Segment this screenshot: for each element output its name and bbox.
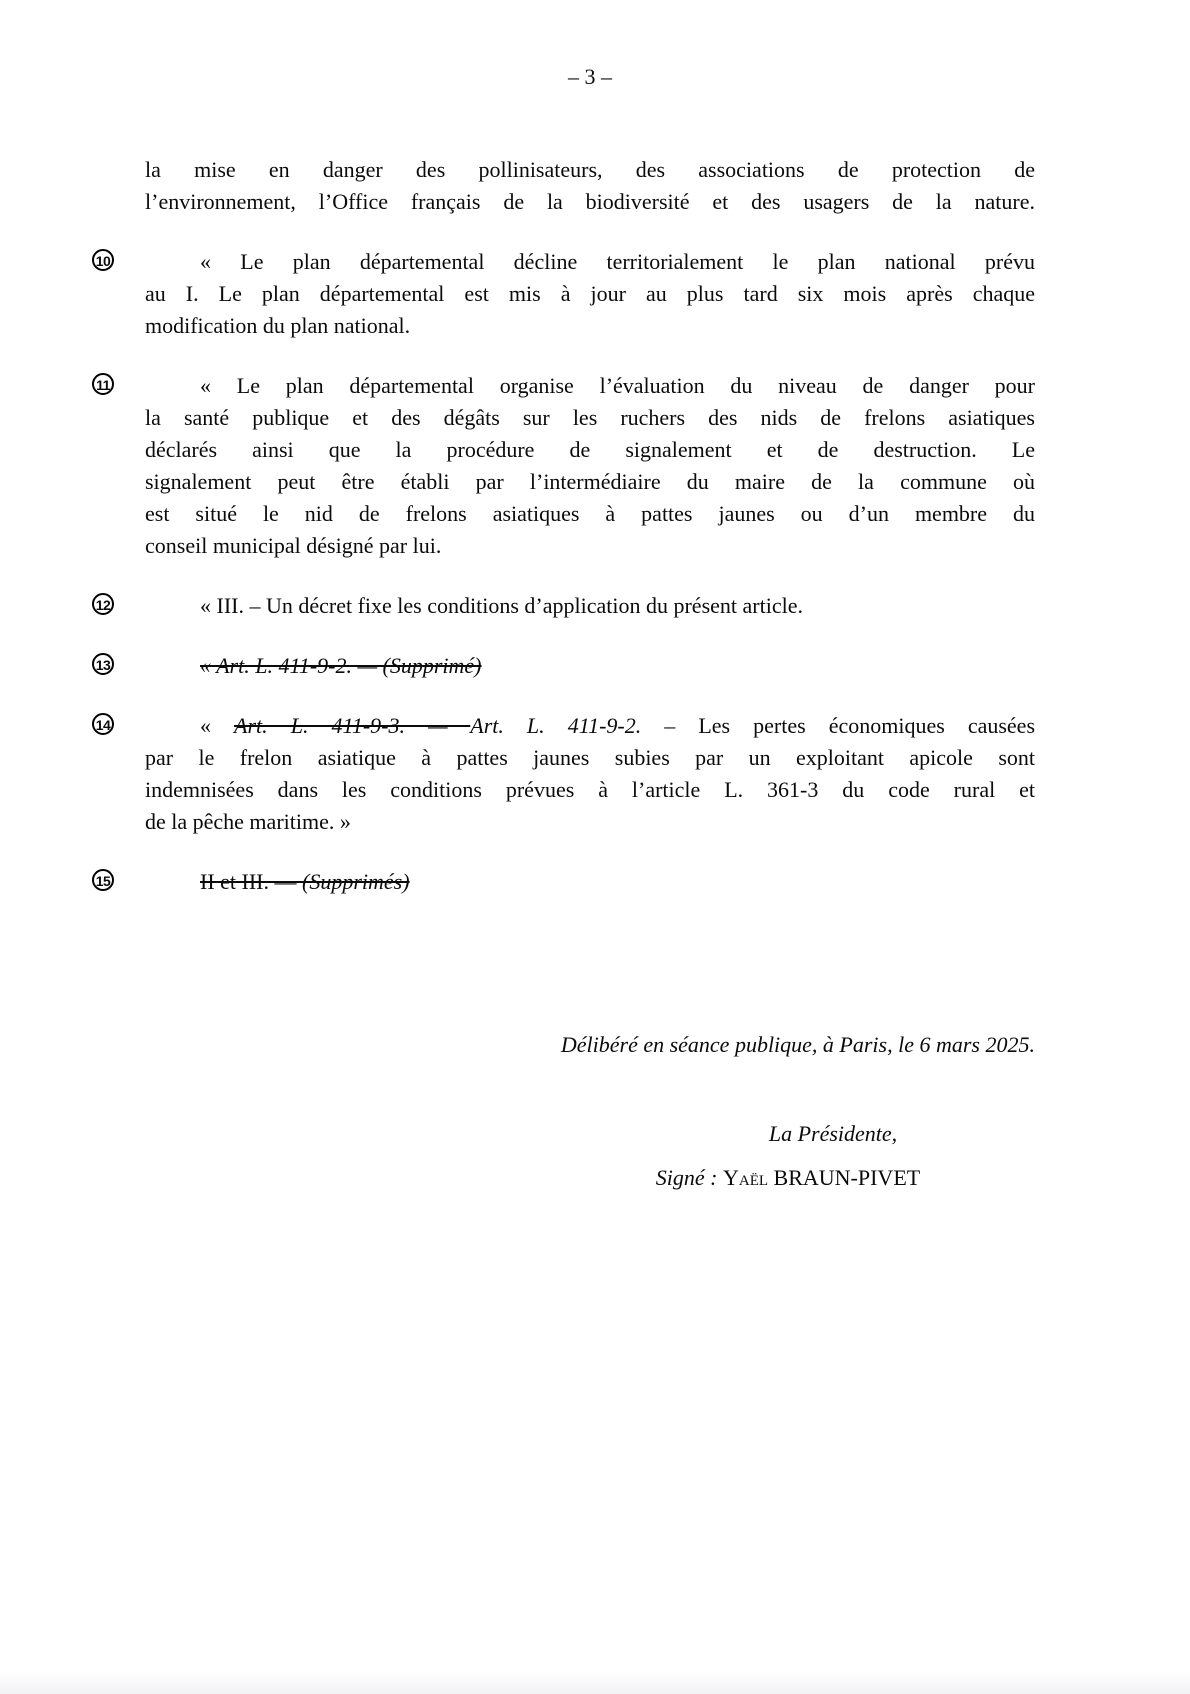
text-line bbox=[145, 866, 1035, 898]
text-line bbox=[145, 466, 1035, 498]
text-line bbox=[145, 742, 1035, 774]
text-line bbox=[145, 246, 1035, 278]
alinea-number-badge: 14 bbox=[92, 713, 114, 735]
paragraph-alinea-10 bbox=[95, 246, 1035, 342]
text-run-plain: signalement peut être établi par l’intermédiaire du maire de la commune où bbox=[145, 469, 1035, 494]
text-line bbox=[145, 498, 1035, 530]
text-run-plain: indemnisées dans les conditions prévues à l’article L. 361-3 du code rural et bbox=[145, 777, 1035, 802]
text-line bbox=[145, 530, 1035, 562]
text-run-strike-italic: « Art. L. 411-9-2. — (Supprimé) bbox=[200, 653, 482, 678]
alinea-number-badge: 11 bbox=[92, 373, 114, 395]
deliberation-line: Délibéré en séance publique, à Paris, le 6 mars 2025. bbox=[560, 1032, 1035, 1057]
text-line bbox=[145, 186, 1035, 218]
text-run-plain: la mise en danger des pollinisateurs, des associations de protection de bbox=[145, 157, 1035, 182]
text-run-strike-italic: (Supprimés) bbox=[302, 869, 410, 894]
text-run-plain: « Le plan départemental décline territorialement le plan national prévu bbox=[200, 249, 1035, 274]
text-run-italic: Art. L. 411-9-2. bbox=[470, 713, 642, 738]
page-number: – 3 – bbox=[568, 64, 612, 89]
paragraph-alinea-13 bbox=[95, 650, 1035, 682]
text-run-plain: l’environnement, l’Office français de la biodiversité et des usagers de la nature. bbox=[145, 189, 1035, 214]
text-line bbox=[145, 590, 1035, 622]
paragraph-continuation bbox=[145, 154, 1035, 218]
paragraph-alinea-12 bbox=[95, 590, 1035, 622]
text-line bbox=[145, 650, 1035, 682]
text-line bbox=[145, 310, 1035, 342]
text-line bbox=[145, 774, 1035, 806]
text-line bbox=[145, 278, 1035, 310]
alinea-number-badge: 13 bbox=[92, 653, 114, 675]
text-run-plain: conseil municipal désigné par lui. bbox=[145, 533, 442, 558]
text-run-plain: au I. Le plan départemental est mis à jour au plus tard six mois après chaque bbox=[145, 281, 1035, 306]
text-run-plain: est situé le nid de frelons asiatiques à pattes jaunes ou d’un membre du bbox=[145, 501, 1035, 526]
signature-role: La Présidente, bbox=[768, 1121, 898, 1146]
text-line bbox=[145, 806, 1035, 838]
text-run-plain: de la pêche maritime. » bbox=[145, 809, 351, 834]
alinea-number-badge: 12 bbox=[92, 593, 114, 615]
paragraphs bbox=[95, 154, 1036, 926]
text-run-plain: « bbox=[200, 713, 235, 738]
signer-given-name: Yaël bbox=[722, 1165, 769, 1190]
text-run-plain: « Le plan départemental organise l’évaluation du niveau de danger pour bbox=[200, 373, 1035, 398]
text-run-plain: « III. – Un décret fixe les conditions d’application du présent article. bbox=[200, 593, 803, 618]
text-line bbox=[145, 154, 1035, 186]
alinea-number-badge: 10 bbox=[92, 249, 114, 271]
signer-family-name: BRAUN-PIVET bbox=[773, 1165, 921, 1190]
signature-line bbox=[438, 1162, 1138, 1194]
signature-prefix: Signé : bbox=[655, 1165, 723, 1190]
alinea-number-badge: 15 bbox=[92, 869, 114, 891]
text-run-strike: II et III. — bbox=[200, 869, 303, 894]
text-line bbox=[145, 434, 1035, 466]
text-line bbox=[145, 710, 1035, 742]
text-run-plain: modification du plan national. bbox=[145, 313, 411, 338]
paragraph-alinea-14 bbox=[95, 710, 1036, 838]
text-run-plain: – Les pertes économiques causées bbox=[641, 713, 1036, 738]
text-line bbox=[145, 402, 1035, 434]
text-line bbox=[145, 370, 1035, 402]
text-run-plain: la santé publique et des dégâts sur les ruchers des nids de frelons asiatiques bbox=[145, 405, 1035, 430]
page-bottom-edge bbox=[0, 1672, 1190, 1694]
text-run-plain: déclarés ainsi que la procédure de signalement et de destruction. Le bbox=[145, 437, 1035, 462]
text-run-strike-italic: Art. L. 411-9-3. — bbox=[234, 713, 471, 738]
paragraph-alinea-15 bbox=[95, 866, 1035, 898]
paragraph-alinea-11 bbox=[96, 370, 1035, 562]
text-run-plain: par le frelon asiatique à pattes jaunes subies par un exploitant apicole sont bbox=[145, 745, 1035, 770]
